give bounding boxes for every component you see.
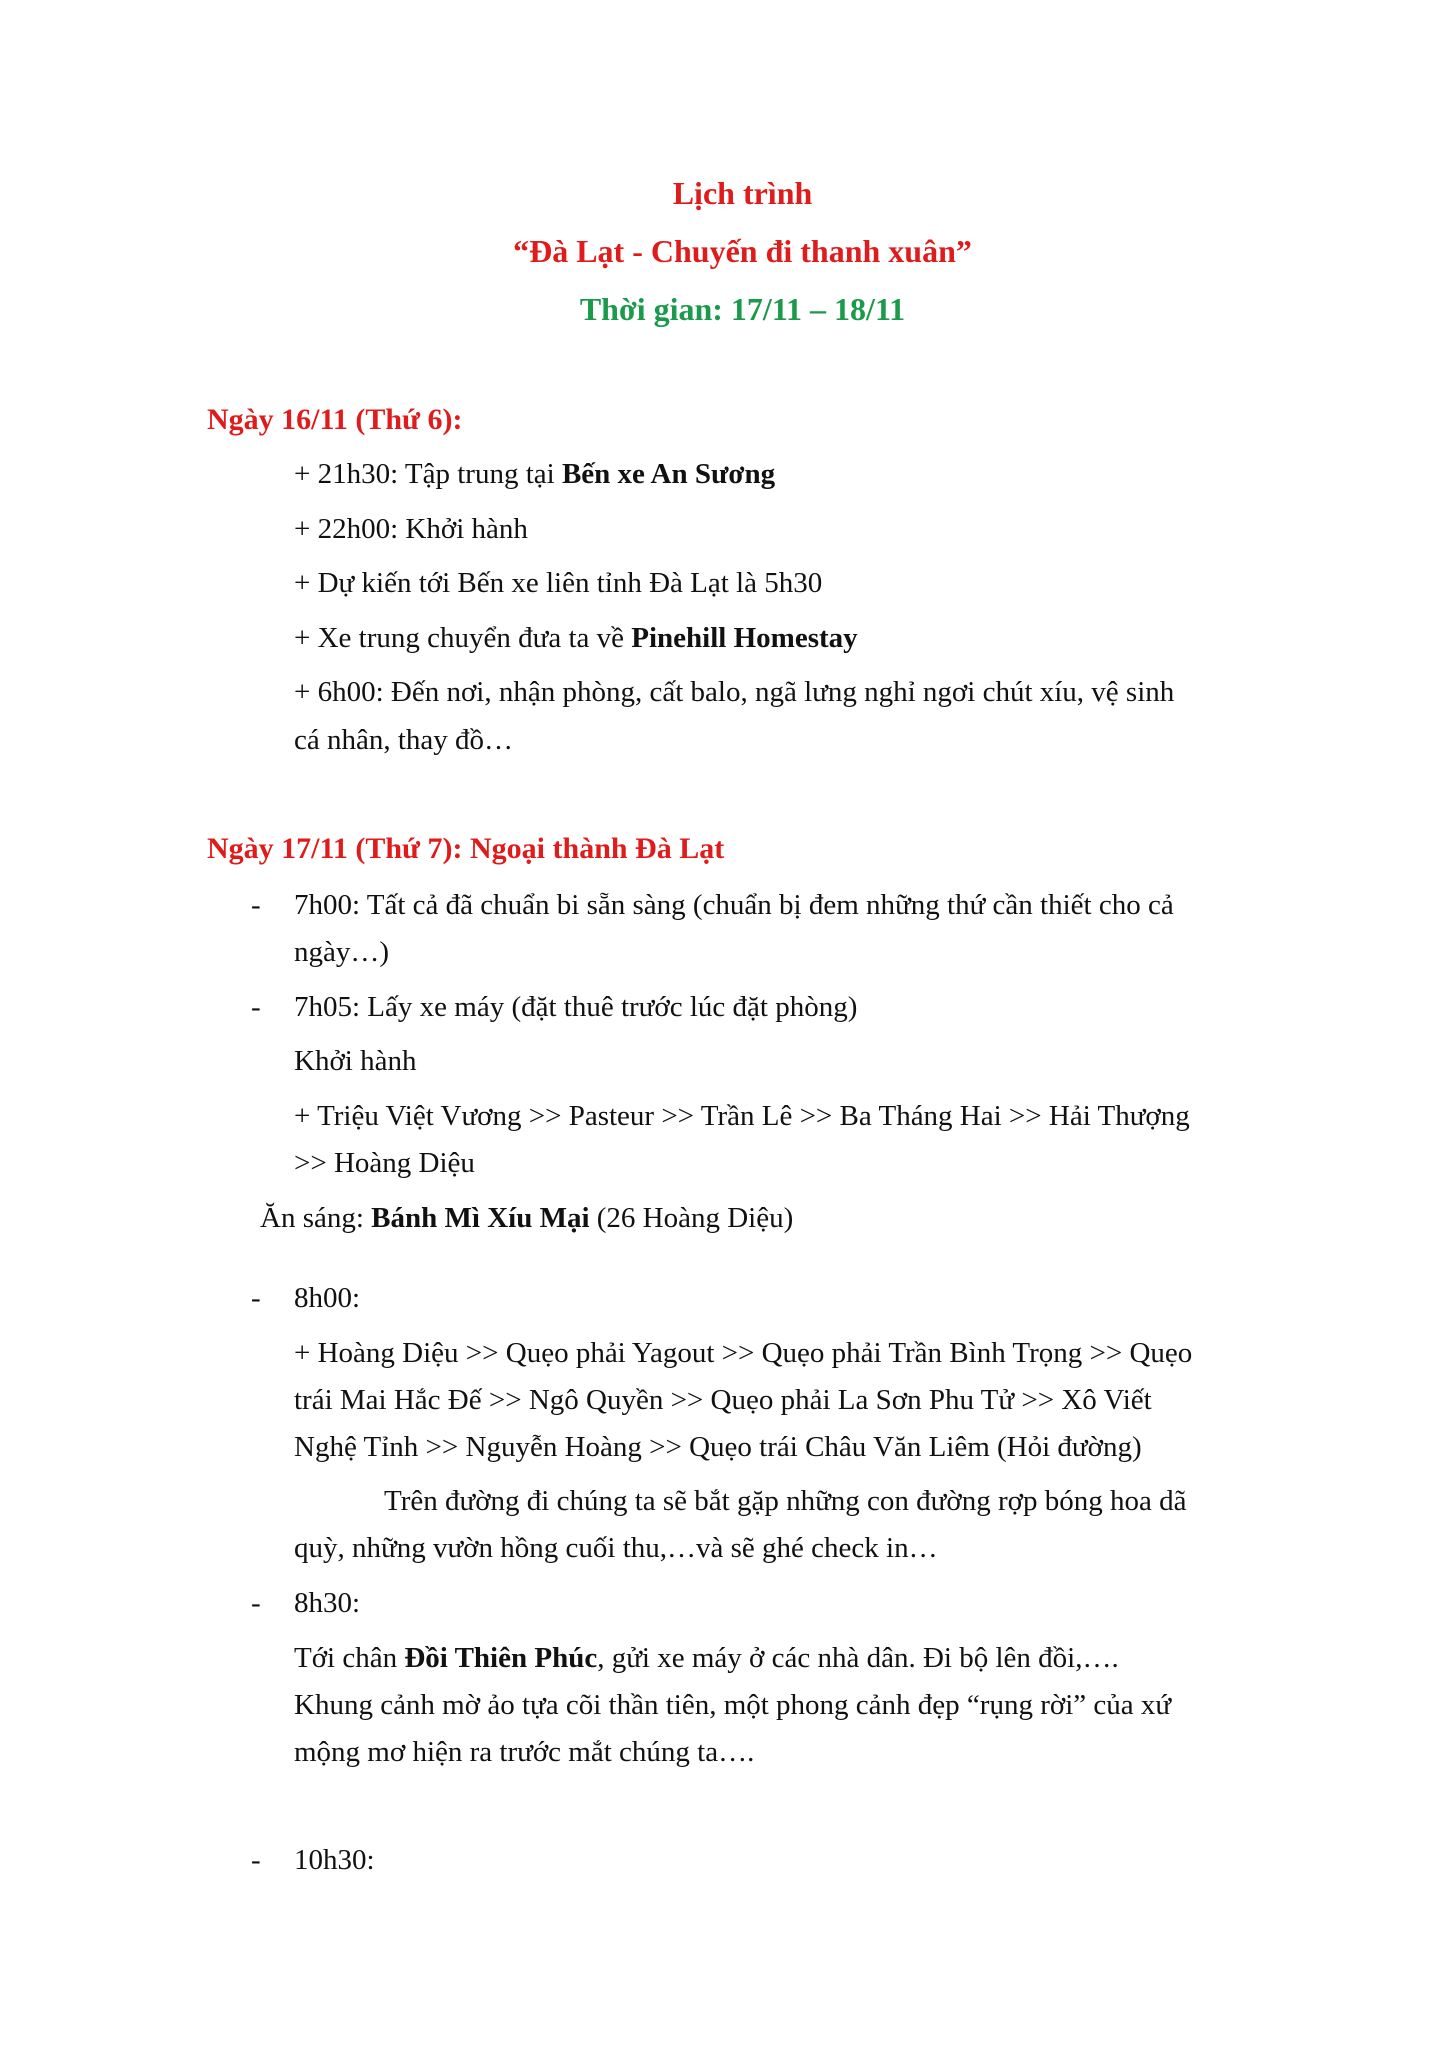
bullet-dash: - xyxy=(251,1282,261,1314)
para-2a xyxy=(294,1644,1119,1673)
item-7h05: 7h05: Lấy xe máy (đặt thuê trước lúc đặt phòng) xyxy=(294,991,858,1023)
doc-subtitle: “Đà Lạt - Chuyến đi thanh xuân” xyxy=(513,233,972,269)
day1-line-3: + Dự kiến tới Bến xe liên tỉnh Đà Lạt là 5h30 xyxy=(294,567,823,599)
item-8h30: 8h30: xyxy=(294,1587,361,1619)
bullet-dash: - xyxy=(251,1587,261,1619)
para-2a-rest: , gửi xe máy ở các nhà dân. Đi bộ lên đồi,…. xyxy=(597,1642,1119,1674)
item-7h00-b: ngày…) xyxy=(294,936,390,968)
day1-line-2: + 22h00: Khởi hành xyxy=(294,513,528,545)
breakfast-label: Ăn sáng: xyxy=(260,1202,372,1234)
day2-heading: Ngày 17/11 (Thứ 7): Ngoại thành Đà Lạt xyxy=(207,832,725,865)
route-2a: + Hoàng Diệu >> Quẹo phải Yagout >> Quẹo phải Trần Bình Trọng >> Quẹo xyxy=(294,1337,1193,1369)
day1-line-5b: cá nhân, thay đồ… xyxy=(294,724,514,756)
route-1b: >> Hoàng Diệu xyxy=(294,1147,475,1179)
day1-line-4-text: + Xe trung chuyển đưa ta về xyxy=(294,622,632,654)
day1-line-5a: + 6h00: Đến nơi, nhận phòng, cất balo, ngã lưng nghỉ ngơi chút xíu, vệ sinh xyxy=(294,676,1175,708)
para-1b: quỳ, những vườn hồng cuối thu,…và sẽ ghé check in… xyxy=(294,1532,938,1564)
item-7h05-depart: Khởi hành xyxy=(294,1045,417,1077)
para-2c: mộng mơ hiện ra trước mắt chúng ta…. xyxy=(294,1736,755,1768)
day1-line-4 xyxy=(294,624,858,653)
route-2c: Nghệ Tỉnh >> Nguyễn Hoàng >> Quẹo trái Châu Văn Liêm (Hỏi đường) xyxy=(294,1431,1142,1463)
breakfast-address: (26 Hoàng Diệu) xyxy=(589,1202,794,1234)
day1-line-1-bold: Bến xe An Sương xyxy=(561,458,776,490)
item-10h30: 10h30: xyxy=(294,1844,375,1876)
route-2b: trái Mai Hắc Đế >> Ngô Quyền >> Quẹo phải La Sơn Phu Tử >> Xô Viết xyxy=(294,1384,1152,1416)
route-1a: + Triệu Việt Vương >> Pasteur >> Trần Lê >> Ba Tháng Hai >> Hải Thượng xyxy=(294,1100,1190,1132)
item-7h00-a: 7h00: Tất cả đã chuẩn bi sẵn sàng (chuẩn bị đem những thứ cần thiết cho cả xyxy=(294,889,1174,921)
bullet-dash: - xyxy=(251,889,261,921)
bullet-dash: - xyxy=(251,991,261,1023)
bullet-dash: - xyxy=(251,1844,261,1876)
day1-heading: Ngày 16/11 (Thứ 6): xyxy=(207,403,463,436)
breakfast-line xyxy=(260,1204,793,1233)
para-2a-place: Đồi Thiên Phúc xyxy=(404,1642,598,1674)
day1-line-4-bold: Pinehill Homestay xyxy=(631,622,858,654)
breakfast-place: Bánh Mì Xíu Mại xyxy=(371,1202,590,1234)
day1-line-1 xyxy=(294,460,775,489)
doc-time: Thời gian: 17/11 – 18/11 xyxy=(579,291,906,327)
para-2a-text: Tới chân xyxy=(294,1642,405,1674)
doc-title: Lịch trình xyxy=(672,175,813,211)
day1-line-1-text: + 21h30: Tập trung tại xyxy=(294,458,562,490)
para-1a: Trên đường đi chúng ta sẽ bắt gặp những con đường rợp bóng hoa dã xyxy=(384,1485,1187,1517)
para-2b: Khung cảnh mờ ảo tựa cõi thần tiên, một phong cảnh đẹp “rụng rời” của xứ xyxy=(294,1689,1172,1721)
item-8h00: 8h00: xyxy=(294,1282,361,1314)
